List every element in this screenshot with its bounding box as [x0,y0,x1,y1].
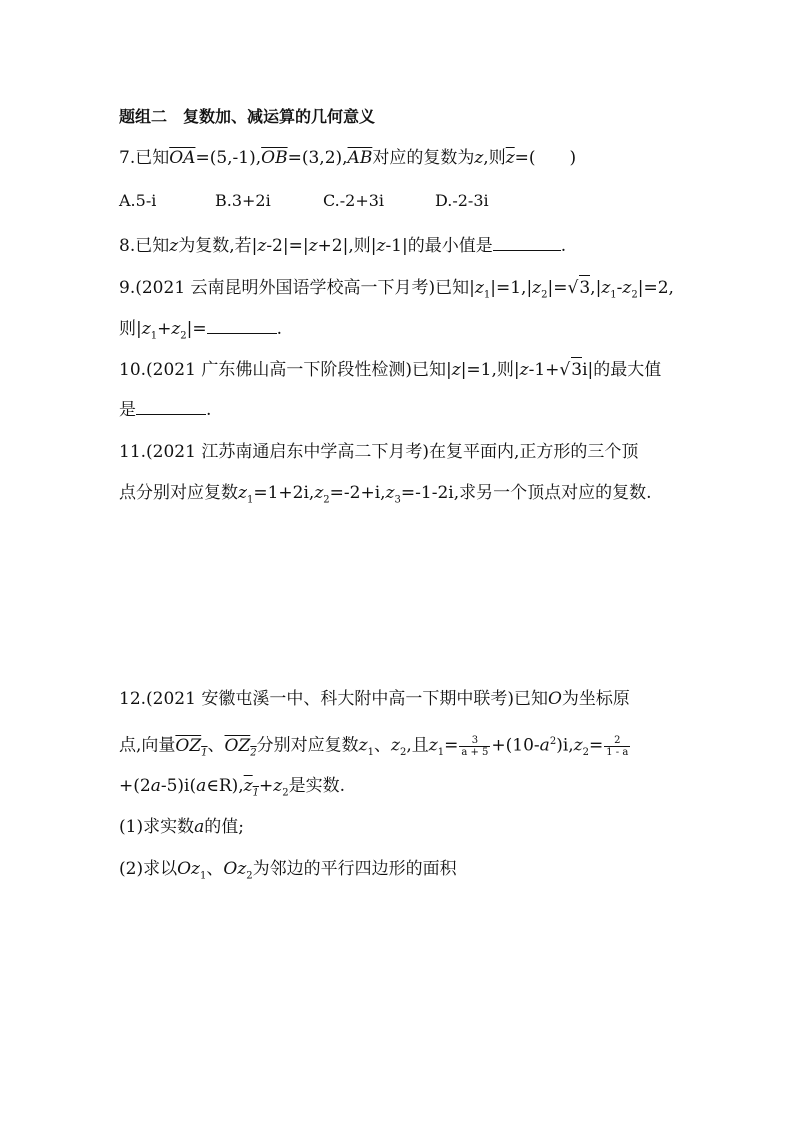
answer-blank [207,317,277,334]
question-10: 10.(2021 广东佛山高一下阶段性检测)已知|z|=1,则|z-1+√3i|的最大值 [119,357,661,382]
z1-conjugate: $z_1$ [243,776,260,799]
source-tag: (2021 安徽屯溪一中、科大附中高一下期中联考) [146,689,514,709]
vector-ab: $\overline{AB}$ [347,148,373,168]
source-tag: (2021 广东佛山高一下阶段性检测) [146,360,412,380]
question-12-line3: $+(2a-5)i(a\in R),z_1+z_2$是实数. [119,776,346,799]
fraction-3-over-a-plus-5: $\frac{3}{a + 5}$ [461,734,489,758]
source-tag: (2021 江苏南通启东中学高二下月考) [146,442,429,462]
question-12-line2: 点,向量$OZ_1$、$OZ_2$分别对应复数$z_1$、$z_2$,且$z_1=$ $\frac{3}{a + 5}$ $+(10-a^2)i,z_2=$ $\frac{2}{1 - a}$ [119,734,629,759]
question-12: 12.(2021 安徽屯溪一中、科大附中高一下期中联考)已知O为坐标原 [119,689,630,709]
option-d: D.-2-3i [435,191,489,210]
question-7-options [119,189,489,213]
question-11: 11.(2021 江苏南通启东中学高二下月考)在复平面内,正方形的三个顶 [119,442,639,462]
vector-oa: $\overline{OA}$ [169,148,196,168]
question-9: 9.(2021 云南昆明外国语学校高一下月考)已知$|z_1|=1,|z_2|=√3,|z_1-z_2|=2$, [119,275,674,307]
option-b: B.3+2i [215,191,271,210]
question-8: 8.已知z为复数,若|z-2|=|z+2|,则|z-1|的最小值是 . [119,236,567,256]
fraction-2-over-1-minus-a: $\frac{2}{1 - a}$ [606,734,629,758]
vector-oz1: $OZ_1$ [175,735,208,759]
option-c: C.-2+3i [323,191,385,210]
section-title: 题组二 复数加、减运算的几何意义 [119,107,376,126]
vector-oz2: $OZ_2$ [224,735,257,759]
vector-ob: $\overline{OB}$ [261,148,288,168]
question-9-cont: 则$|z_1+z_2|=$ . [119,319,283,342]
question-12-part-2: (2)求以$Oz_1$、$Oz_2$为邻边的平行四边形的面积 [119,859,457,882]
option-a: A.5-i [119,191,157,210]
source-tag: (2021 云南昆明外国语学校高一下月考) [135,278,436,298]
answer-blank [493,234,561,251]
question-12-part-1: (1)求实数a的值; [119,817,244,837]
answer-blank [136,398,206,415]
question-11-cont: 点分别对应复数$z_1=1+2i,z_2=-2+i,z_3=-1-2i$,求另一个顶点对应的复数. [119,483,652,506]
z-conjugate: $\overline{z}$ [505,148,515,168]
question-10-cont: 是 . [119,400,212,420]
question-7: 7.已知$\overline{OA}=(5,-1),\overline{OB}=(3,2),\overline{AB}$对应的复数为z,则$\overline{z}=$( ) [119,148,577,168]
